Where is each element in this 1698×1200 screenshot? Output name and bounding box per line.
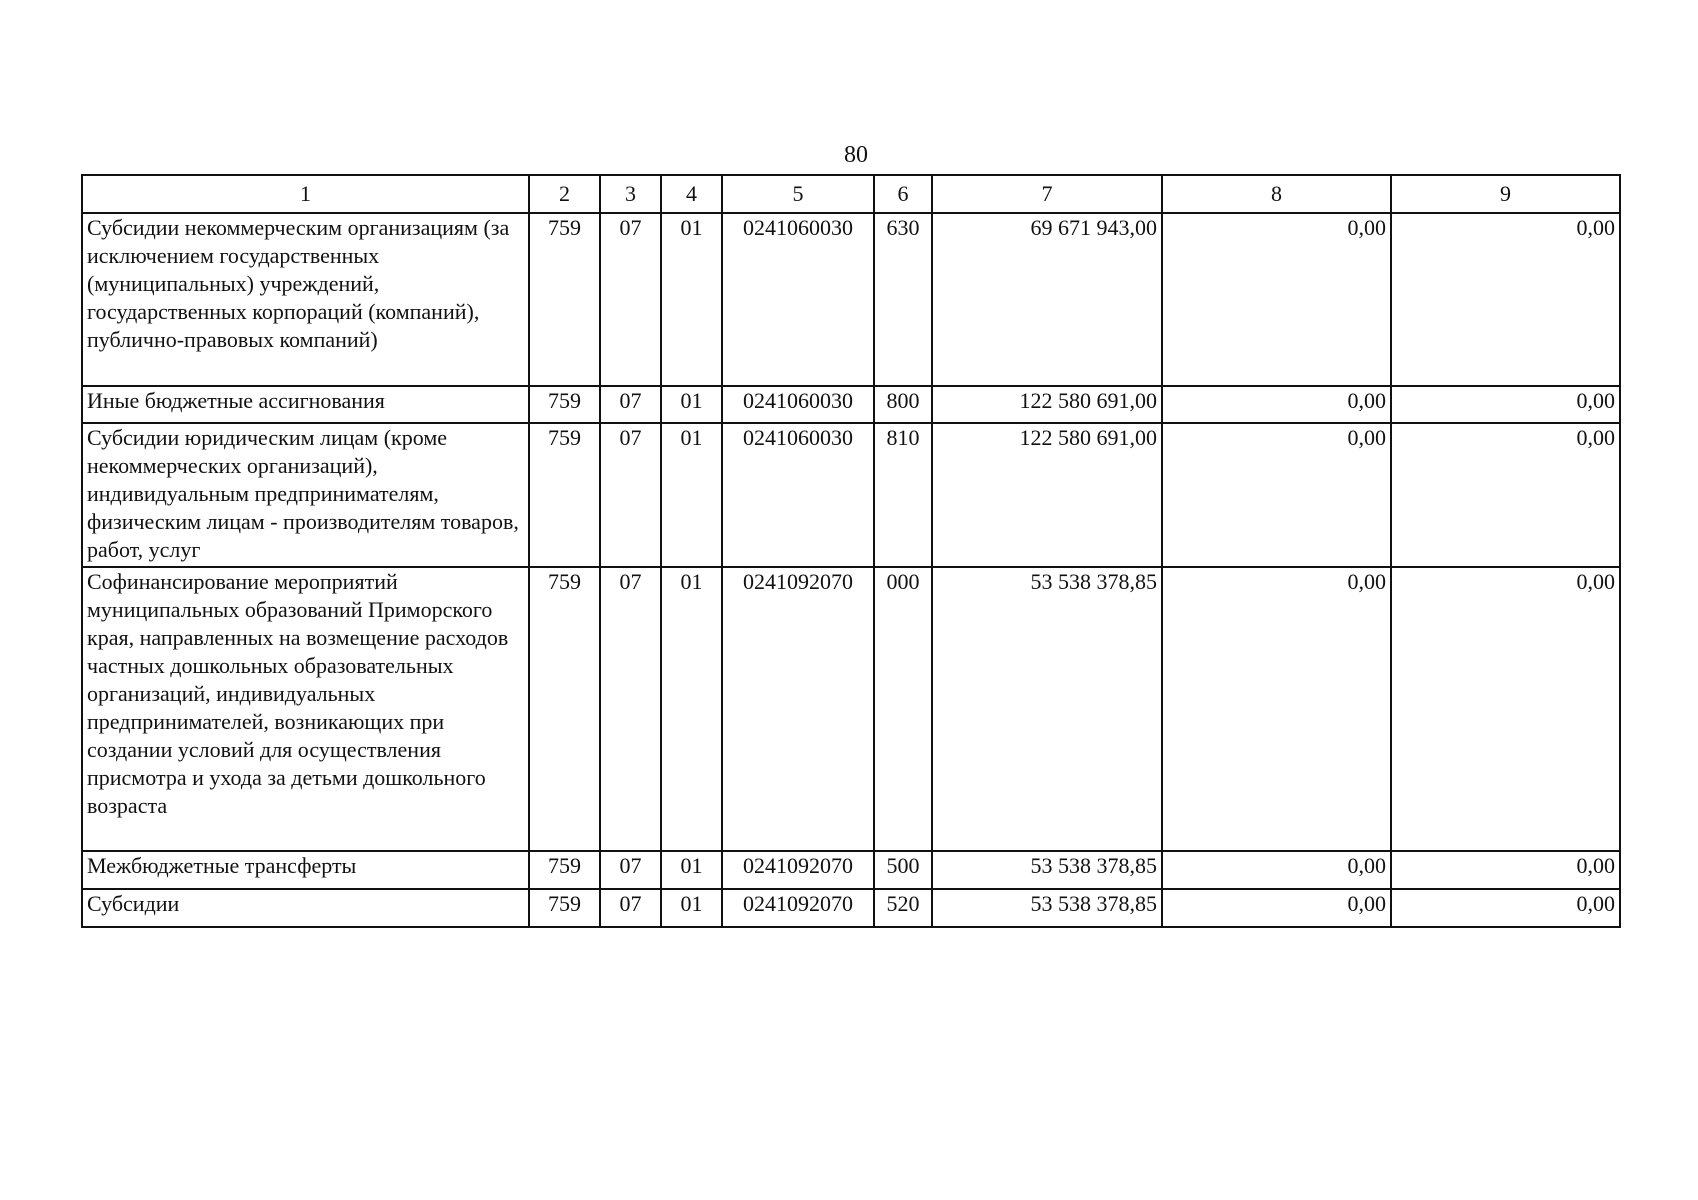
header-col-4: 4 [661, 175, 722, 213]
header-col-9: 9 [1391, 175, 1620, 213]
row-code-4: 01 [661, 567, 722, 851]
row-amount-9: 0,00 [1391, 423, 1620, 567]
header-col-7: 7 [932, 175, 1162, 213]
row-code-4: 01 [661, 889, 722, 927]
row-name: Субсидии юридическим лицам (кроме некоммерческих организаций), индивидуальным предпринимателям, физическим лицам - производителям товаров, работ, услуг [82, 423, 529, 567]
row-name: Субсидии некоммерческим организациям (за исключением государственных (муниципальных) учреждений, государственных корпораций (компаний), публично-правовых компаний) [82, 213, 529, 386]
row-amount-7: 53 538 378,85 [932, 851, 1162, 889]
row-code-4: 01 [661, 213, 722, 386]
row-code-3: 07 [600, 889, 661, 927]
row-amount-8: 0,00 [1162, 423, 1391, 567]
table-row [82, 851, 1620, 889]
row-amount-7: 122 580 691,00 [932, 386, 1162, 423]
row-code-6: 810 [874, 423, 932, 567]
header-col-8: 8 [1162, 175, 1391, 213]
table-row [82, 889, 1620, 927]
row-code-6: 630 [874, 213, 932, 386]
row-code-5: 0241060030 [722, 213, 874, 386]
row-code-6: 000 [874, 567, 932, 851]
row-code-2: 759 [529, 386, 600, 423]
row-code-6: 500 [874, 851, 932, 889]
budget-table [81, 174, 1621, 928]
row-name: Софинансирование мероприятий муниципальных образований Приморского края, направленных на возмещение расходов частных дошкольных образовательных организаций, индивидуальных предпринимателей, возникающих при создании условий для осуществления присмотра и ухода за детьми дошкольного возраста [82, 567, 529, 851]
row-code-3: 07 [600, 851, 661, 889]
row-code-5: 0241092070 [722, 567, 874, 851]
row-code-6: 520 [874, 889, 932, 927]
row-code-2: 759 [529, 889, 600, 927]
table-header-row [82, 175, 1620, 213]
header-col-6: 6 [874, 175, 932, 213]
header-col-1: 1 [82, 175, 529, 213]
row-amount-7: 53 538 378,85 [932, 567, 1162, 851]
row-amount-9: 0,00 [1391, 889, 1620, 927]
table-row [82, 567, 1620, 851]
row-name: Иные бюджетные ассигнования [82, 386, 529, 423]
row-code-3: 07 [600, 423, 661, 567]
row-amount-7: 53 538 378,85 [932, 889, 1162, 927]
row-name: Межбюджетные трансферты [82, 851, 529, 889]
table-row [82, 423, 1620, 567]
row-code-4: 01 [661, 423, 722, 567]
row-code-5: 0241060030 [722, 386, 874, 423]
row-amount-8: 0,00 [1162, 851, 1391, 889]
row-name: Субсидии [82, 889, 529, 927]
row-amount-8: 0,00 [1162, 889, 1391, 927]
row-code-5: 0241092070 [722, 889, 874, 927]
header-col-2: 2 [529, 175, 600, 213]
row-code-2: 759 [529, 567, 600, 851]
row-code-3: 07 [600, 567, 661, 851]
row-amount-9: 0,00 [1391, 213, 1620, 386]
header-col-5: 5 [722, 175, 874, 213]
row-code-6: 800 [874, 386, 932, 423]
row-code-4: 01 [661, 851, 722, 889]
row-code-2: 759 [529, 851, 600, 889]
row-amount-7: 69 671 943,00 [932, 213, 1162, 386]
row-amount-8: 0,00 [1162, 567, 1391, 851]
header-col-3: 3 [600, 175, 661, 213]
table-row [82, 213, 1620, 386]
row-code-5: 0241092070 [722, 851, 874, 889]
row-amount-8: 0,00 [1162, 213, 1391, 386]
row-code-5: 0241060030 [722, 423, 874, 567]
row-amount-9: 0,00 [1391, 567, 1620, 851]
row-amount-8: 0,00 [1162, 386, 1391, 423]
row-code-2: 759 [529, 423, 600, 567]
row-amount-9: 0,00 [1391, 851, 1620, 889]
row-code-3: 07 [600, 213, 661, 386]
row-amount-9: 0,00 [1391, 386, 1620, 423]
row-code-2: 759 [529, 213, 600, 386]
row-code-3: 07 [600, 386, 661, 423]
page-number: 80 [844, 142, 868, 168]
row-amount-7: 122 580 691,00 [932, 423, 1162, 567]
table-row [82, 386, 1620, 423]
row-code-4: 01 [661, 386, 722, 423]
